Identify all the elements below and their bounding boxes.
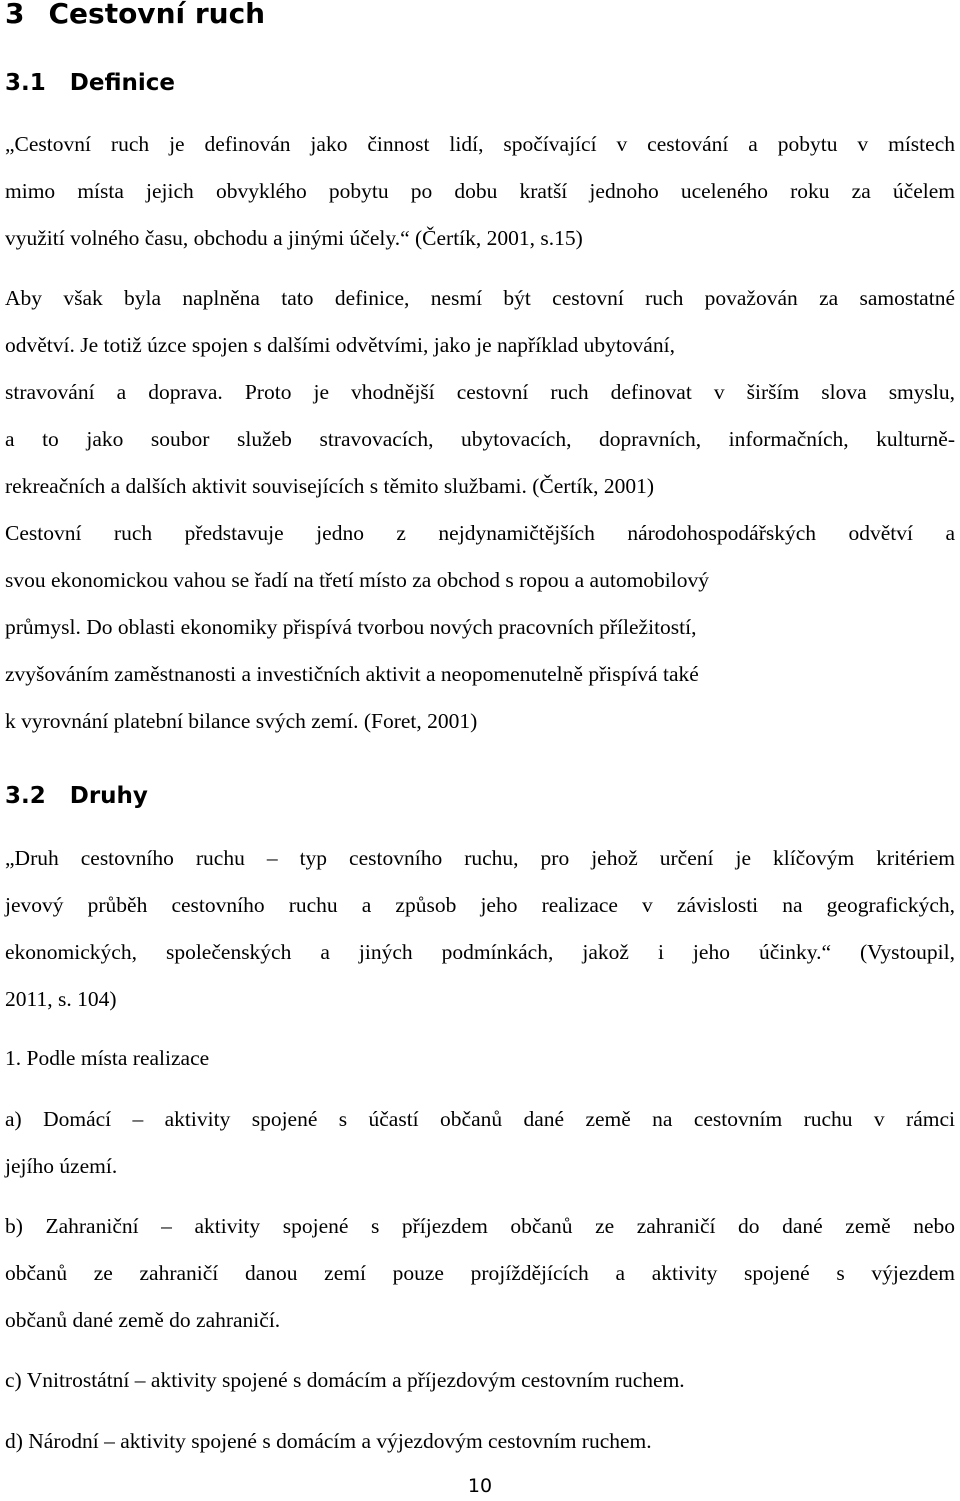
section-title: Druhy <box>69 783 148 809</box>
definition-quote <box>5 121 955 262</box>
section-number: 3.2 <box>5 783 46 809</box>
text-line: a) Domácí – aktivity spojené s účastí občanů dané země na cestovním ruchu v rámci <box>5 1107 955 1131</box>
text-line: občanů ze zahraničí danou zemí pouze projíždějících a aktivity spojené s výjezdem <box>5 1261 955 1285</box>
text-line: jevový průběh cestovního ruchu a způsob jeho realizace v závislosti na geografických, <box>5 893 955 917</box>
text-line: „Druh cestovního ruchu – typ cestovního ruchu, pro jehož určení je klíčovým kritériem <box>5 846 955 870</box>
text-line: Cestovní ruch představuje jedno z nejdynamičtějších národohospodářských odvětví a <box>5 521 955 545</box>
text-line: mimo místa jejich obvyklého pobytu po dobu kratší jednoho uceleného roku za účelem <box>5 179 955 203</box>
section-heading-definice <box>5 66 175 100</box>
text-line: stravování a doprava. Proto je vhodnější cestovní ruch definovat v širším slova smyslu, <box>5 380 955 404</box>
text-line: ekonomických, společenských a jiných podmínkách, jakož i jeho účinky.“ (Vystoupil, <box>5 940 955 964</box>
chapter-title: Cestovní ruch <box>48 0 266 30</box>
chapter-heading <box>5 0 265 34</box>
text-line: odvětví. Je totiž úzce spojen s dalšími odvětvími, jako je například ubytování, <box>5 333 675 357</box>
list-title <box>5 1035 955 1082</box>
list-item-c <box>5 1357 955 1404</box>
text-line: zvyšováním zaměstnanosti a investičních aktivit a neopomenutelně přispívá také <box>5 662 699 686</box>
section-number: 3.1 <box>5 70 46 96</box>
text-line: využití volného času, obchodu a jinými účely.“ (Čertík, 2001, s.15) <box>5 226 583 250</box>
chapter-number: 3 <box>5 0 25 30</box>
list-item-a <box>5 1096 955 1190</box>
text-line: „Cestovní ruch je definován jako činnost lidí, spočívající v cestování a pobytu v místech <box>5 132 955 156</box>
text-line: jejího území. <box>5 1154 118 1178</box>
definition-paragraph <box>5 275 955 745</box>
list-item-d <box>5 1418 955 1465</box>
list-item-b <box>5 1203 955 1344</box>
section-title: Definice <box>69 70 175 96</box>
page-number: 10 <box>467 1475 493 1497</box>
text-line: a to jako soubor služeb stravovacích, ubytovacích, dopravních, informačních, kulturně- <box>5 427 955 451</box>
text-line: 1. Podle místa realizace <box>5 1046 210 1070</box>
text-line: Aby však byla naplněna tato definice, nesmí být cestovní ruch považován za samostatné <box>5 286 955 310</box>
text-line: b) Zahraniční – aktivity spojené s příjezdem občanů ze zahraničí do dané země nebo <box>5 1214 955 1238</box>
text-line: svou ekonomickou vahou se řadí na třetí místo za obchod s ropou a automobilový <box>5 568 709 592</box>
text-line: občanů dané země do zahraničí. <box>5 1308 281 1332</box>
text-line: 2011, s. 104) <box>5 987 117 1011</box>
text-line: rekreačních a dalších aktivit souvisejících s těmito službami. (Čertík, 2001) <box>5 474 654 498</box>
section-heading-druhy <box>5 779 148 813</box>
text-line: d) Národní – aktivity spojené s domácím a výjezdovým cestovním ruchem. <box>5 1429 652 1453</box>
text-line: průmysl. Do oblasti ekonomiky přispívá tvorbou nových pracovních příležitostí, <box>5 615 697 639</box>
druhy-quote <box>5 835 955 1023</box>
text-line: k vyrovnání platební bilance svých zemí. (Foret, 2001) <box>5 709 478 733</box>
text-line: c) Vnitrostátní – aktivity spojené s domácím a příjezdovým cestovním ruchem. <box>5 1368 685 1392</box>
